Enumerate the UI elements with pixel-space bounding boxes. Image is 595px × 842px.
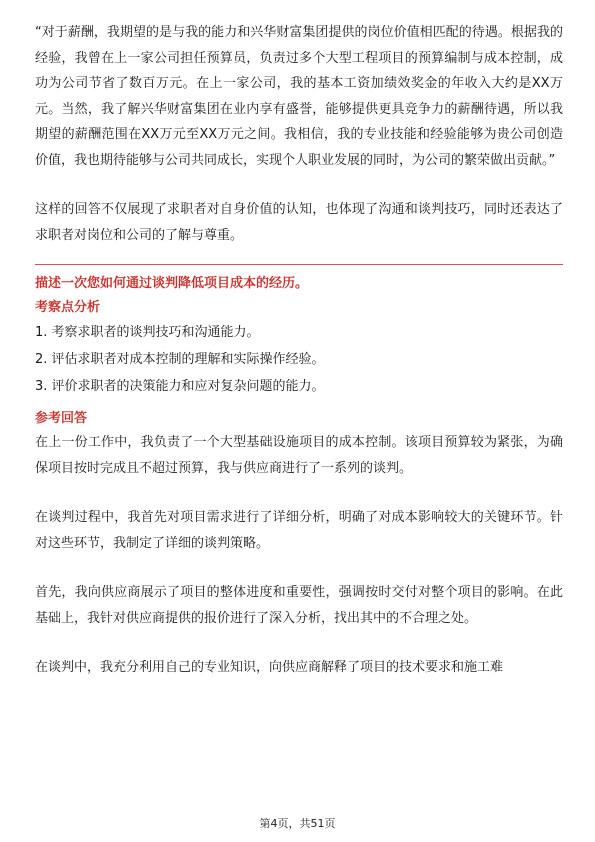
summary-paragraph: 这样的回答不仅展现了求职者对自身价值的认知，也体现了沟通和谈判技巧，同时还表达了求职者对岗位和公司的了解与尊重。 — [35, 202, 563, 243]
intro-paragraph: “对于薪酬，我期望的是与我的能力和兴华财富集团提供的岗位价值相匹配的待遇。根据我的经验，我曾在上一家公司担任预算员，负责过多个大型工程项目的预算编制与成本控制，成功为公司节省了数百万元。在上一家公司，我的基本工资加绩效奖金的年收入大约是XX万元。当然，我了解兴华财富集团在业内享有盛誉，能够提供更具竞争力的薪酬待遇，所以我期望的薪酬范围在XX万元至XX万元之间。我相信，我的专业技能和经验能够为贵公司创造价值，我也期待能够与公司共同成长，实现个人职业发展的同时，为公司的繁荣做出贡献。” — [35, 25, 563, 168]
section-divider — [35, 264, 563, 265]
answer-paragraph: 在谈判中，我充分利用自己的专业知识，向供应商解释了项目的技术要求和施工难 — [35, 660, 504, 675]
page-number-footer: 第4页，共51页 — [259, 817, 336, 830]
analysis-item: 1. 考察求职者的谈判技巧和沟通能力。 — [35, 325, 260, 340]
answer-paragraph: 在谈判过程中，我首先对项目需求进行了详细分析，明确了对成本影响较大的关键环节。针对这些环节，我制定了详细的谈判策略。 — [35, 510, 563, 551]
document-page — [35, 20, 563, 681]
answer-paragraph: 首先，我向供应商展示了项目的整体进度和重要性，强调按时交付对整个项目的影响。在此基础上，我针对供应商提供的报价进行了深入分析，找出其中的不合理之处。 — [35, 585, 563, 626]
question-title: 描述一次您如何通过谈判降低项目成本的经历。 — [35, 276, 309, 291]
analysis-heading: 考察点分析 — [35, 300, 101, 315]
analysis-item: 2. 评估求职者对成本控制的理解和实际操作经验。 — [35, 352, 325, 367]
analysis-item: 3. 评价求职者的决策能力和应对复杂问题的能力。 — [35, 379, 325, 394]
analysis-list — [35, 319, 563, 400]
answer-heading: 参考回答 — [35, 411, 88, 426]
answer-paragraph: 在上一份工作中，我负责了一个大型基础设施项目的成本控制。该项目预算较为紧张，为确保项目按时完成且不超过预算，我与供应商进行了一系列的谈判。 — [35, 435, 563, 476]
